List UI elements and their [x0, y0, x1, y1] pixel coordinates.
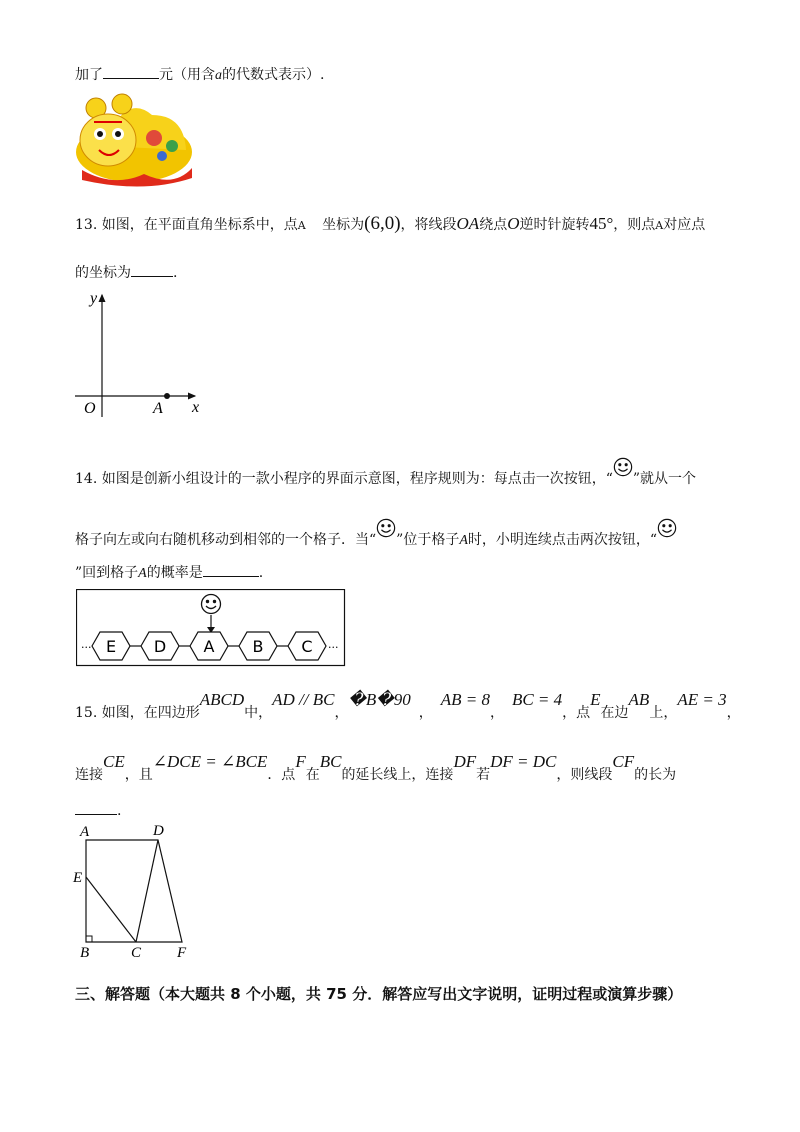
q14-line2: [75, 518, 677, 549]
q13-text: ，将线段: [400, 217, 457, 233]
q15-ae: AE = 3: [677, 690, 727, 709]
q13-answer-blank: [131, 262, 173, 277]
q14-answer-blank: [203, 562, 259, 577]
q14-number: 14.: [75, 471, 98, 487]
q15-text: 连接: [75, 767, 103, 783]
q15-ce: CE: [103, 752, 125, 771]
q15-abcd: ABCD: [199, 690, 245, 709]
q15-angle-b: �B�90: [348, 690, 411, 709]
origin-label: O: [84, 400, 96, 417]
q15-text: ，: [418, 705, 433, 721]
q15-text: ，: [726, 705, 741, 721]
q13-text: 的坐标为: [75, 265, 131, 281]
section3-heading: 三、解答题（本大题共 8 个小题，共 75 分．解答应写出文字说明，证明过程或演算步骤）: [75, 985, 683, 1003]
q13-text: ，则点: [613, 217, 656, 233]
vertex-a-label: A: [80, 824, 90, 840]
q13-number: 13.: [75, 217, 98, 233]
q14-text: 时，小明连续点击两次按钮，“: [467, 532, 658, 548]
q13-text: 逆时针旋转: [519, 217, 590, 233]
q15-text: 的长为: [634, 767, 677, 783]
q15-point-e: E: [590, 690, 601, 709]
q14-text: ”就从一个: [632, 471, 697, 487]
q13-text: 对应点: [663, 217, 706, 233]
ellipsis-right: ···: [328, 641, 339, 654]
q13-point-a2: A: [655, 219, 664, 232]
q15-point-f: F: [295, 752, 306, 771]
q15-parallel: AD // BC: [272, 690, 335, 709]
q15-text: .: [117, 803, 122, 819]
tiger-toy-image: [74, 90, 194, 190]
q13-text: 如图，在平面直角坐标系中，点: [101, 217, 298, 233]
q14-text: 格子向左或向右随机移动到相邻的一个格子．当“: [75, 532, 377, 548]
q15-answer-blank: [75, 800, 117, 815]
y-axis-label: y: [90, 290, 98, 307]
segment-dc: [136, 840, 158, 942]
q15-line2: [75, 752, 676, 784]
q15-text: 在: [305, 767, 320, 783]
q15-text: 中，: [244, 705, 273, 721]
q14-text: 的概率是: [146, 565, 203, 581]
q15-text: ，则线段: [556, 767, 613, 783]
q15-text: 如图，在四边形: [101, 705, 200, 721]
q15-text: 在边: [600, 705, 629, 721]
q15-line1: [75, 690, 741, 722]
q15-text: ，且: [124, 767, 153, 783]
q13-text: 绕点: [479, 217, 508, 233]
vertex-c-label: C: [131, 945, 142, 961]
q13-coordinate-figure: [70, 285, 220, 420]
q12-var-a: a: [215, 68, 222, 83]
q14-line1: [75, 457, 696, 488]
q15-geometry-figure: [70, 820, 200, 965]
q15-ab: AB: [628, 690, 650, 709]
q13-angle: 45°: [589, 214, 614, 233]
vertex-d-label: D: [153, 823, 164, 839]
q15-text: ．点: [267, 767, 296, 783]
q15-text: ，: [489, 705, 504, 721]
q12-prefix: 加了: [75, 67, 103, 83]
segment-ce: [86, 877, 136, 942]
q15-ab: AB = 8: [440, 690, 490, 709]
q12-suffix2: 的代数式表示）.: [222, 67, 325, 83]
q13-coord: (6,0): [364, 213, 401, 234]
q14-cell-a: A: [138, 566, 147, 581]
q13-line2: [75, 262, 177, 282]
q13-point-a: A: [297, 219, 306, 232]
vertex-b-label: B: [80, 945, 90, 961]
q15-text: 上，: [649, 705, 678, 721]
quad-outline: [86, 840, 182, 942]
smiley-icon: [376, 518, 396, 538]
q14-text: ”位于格子: [396, 532, 460, 548]
q13-line1: [75, 213, 705, 235]
q15-line3: [75, 800, 121, 819]
q13-point-o: O: [507, 214, 520, 233]
smiley-icon: [202, 595, 221, 614]
hex-cell-label: E: [105, 637, 117, 656]
q15-number: 15.: [75, 705, 98, 721]
hex-cell-label: B: [252, 637, 264, 656]
q14-line3: [75, 562, 263, 582]
q15-cf: CF: [612, 752, 635, 771]
q14-text: 如图是创新小组设计的一款小程序的界面示意图，程序规则为：每点击一次按钮，: [101, 471, 606, 487]
point-a-label: A: [153, 400, 163, 417]
hex-cell-label: C: [301, 637, 313, 656]
ellipsis-left: ···: [81, 641, 92, 654]
q14-text: .: [258, 565, 264, 581]
q15-text: ，点: [562, 705, 591, 721]
q13-segment: OA: [456, 214, 480, 233]
q14-text: “: [605, 471, 613, 487]
q15-df-dc: DF = DC: [490, 752, 557, 771]
vertex-e-label: E: [73, 870, 83, 886]
hex-cell-label: D: [153, 637, 167, 656]
point-a-dot: [164, 393, 170, 399]
q12-suffix: 元（用含: [159, 67, 215, 83]
q12-tail-line: [75, 64, 324, 84]
x-axis-label: x: [192, 399, 200, 416]
smiley-icon: [613, 457, 633, 477]
q15-bc: BC: [319, 752, 342, 771]
q14-text: ”回到格子: [75, 565, 139, 581]
q15-text: 若: [476, 767, 491, 783]
q14-hexagon-figure: [76, 589, 346, 667]
smiley-icon: [657, 518, 677, 538]
right-angle-mark: [86, 936, 92, 942]
vertex-f-label: F: [177, 945, 187, 961]
q15-text: ，: [334, 705, 349, 721]
q15-bc: BC = 4: [511, 690, 563, 709]
q13-text: 坐标为: [322, 217, 365, 233]
q15-text: 的延长线上，连接: [341, 767, 454, 783]
q14-cell-a: A: [459, 533, 468, 548]
hex-cell-label: A: [203, 637, 215, 656]
q15-angle-equality: ∠DCE = ∠BCE: [152, 752, 268, 771]
q12-answer-blank: [103, 64, 159, 79]
q15-df: DF: [453, 752, 477, 771]
q13-text: .: [173, 265, 178, 281]
